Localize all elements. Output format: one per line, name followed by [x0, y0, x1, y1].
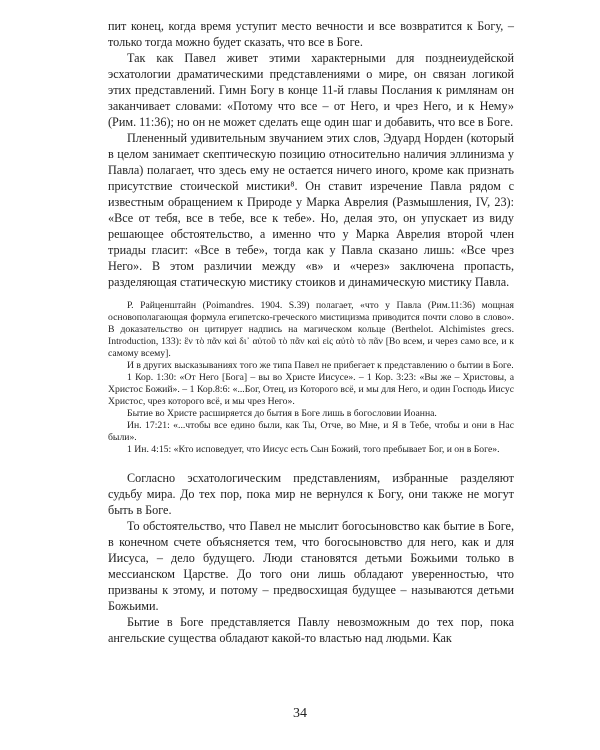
paragraph-norden: Плененный удивительным звучанием этих слов, Эдуард Норден (который в целом занимает скептическую позицию относительно наличия эллинизма у Павла) полагает, что здесь ему не остается ничего иного, кроме как признать присутствие стоической мистики⁸. Он ставит изречение Павла рядом с известным обращением к Природе у Марка Аврелия (Размышления, IV, 23): «Все от тебя, все в тебе, все к тебе». Но, делая это, он упускает из виду решающее обстоятельство, а именно что у Марка Аврелия второй член триады гласит: «Все в тебе», тогда как у Павла сказано лишь: «Все чрез Него». В этом различии между «в» и «через» заключена пропасть, разделяющая статическую мистику стоиков и динамическую мистику Павла.: [108, 131, 514, 289]
paragraph-sonship: То обстоятельство, что Павел не мыслит богосыновство как бытие в Боге, в конечном счете объясняется тем, что богосыновство для него, как и для Иисуса, – дело будущего. Люди становятся детьми Божьими только в мессианском Царстве. До того они лишь обладают уверенностью, что призваны к этому, и потому – предвосхищая будущее – называются детьми Божьими.: [108, 519, 514, 613]
paragraph-continuation: пит конец, когда время уступит место вечности и все возвратится к Богу, – только тогда можно будет сказать, что все в Боге.: [108, 19, 514, 49]
footnote-john-theology: Бытие во Христе расширяется до бытия в Боге лишь в богословии Иоанна.: [127, 408, 437, 419]
paragraph-being-in-god: Бытие в Боге представляется Павлу невозможным до тех пор, пока ангельские существа обладают какой-то властью над людьми. Как: [108, 615, 514, 645]
paragraph-eschatology: Так как Павел живет этими характерными для позднеиудейской эсхатологии драматическими представлениями о мире, он связан логикой этих представлений. Гимн Богу в конце 11-й главы Послания к римлянам он заканчивает словами: «Потому что все – от Него, и чрез Него, и к Нему» (Рим. 11:36); но он не может сделать еще один шаг и добавить, что все в Боге.: [108, 51, 514, 129]
paragraph-elect: Согласно эсхатологическим представлениям, избранные разделяют судьбу мира. До тех пор, пока мир не вернулся к Богу, они также не могут быть в Боге.: [108, 471, 514, 517]
footnote-1john-4: 1 Ин. 4:15: «Кто исповедует, что Иисус есть Сын Божий, того пребывает Бог, и он в Боге».: [127, 444, 500, 455]
footnote-other-sayings: И в других высказываниях того же типа Павел не прибегает к представлению о бытии в Боге.: [127, 360, 514, 371]
footnote-corinthians: 1 Кор. 1:30: «От Него [Бога] – вы во Христе Иисусе». – 1 Кор. 3:23: «Вы же – Христовы, а Христос Божий». – 1 Кор.8:6: «...Бог, Отец, из Которого всё, и мы для Него, и один Господь Иисус Христос, чрез которого всё, и мы чрез Него».: [108, 372, 514, 407]
footnote-reitzenstein: Р. Райценштайн (Poimandres. 1904. S.39) полагает, «что у Павла (Рим.11:36) мощная основополагающая формула египетско-греческого мистицизма приводится почти слово в слово». В доказательство он цитирует надпись на магическом кольце (Berthelot. Alchimistes grecs. Introduction, 133): ἓν τὸ πᾶν καὶ δι᾽ αὐτοῦ τὸ πᾶν καὶ εἰς αὐτὸ τὸ πᾶν [Во всем, и через само все, и к самому всему].: [108, 300, 514, 359]
page-number: 34: [293, 706, 307, 721]
footnote-john-17: Ин. 17:21: «...чтобы все едино были, как Ты, Отче, во Мне, и Я в Тебе, чтобы и они в Нас были».: [108, 420, 514, 443]
